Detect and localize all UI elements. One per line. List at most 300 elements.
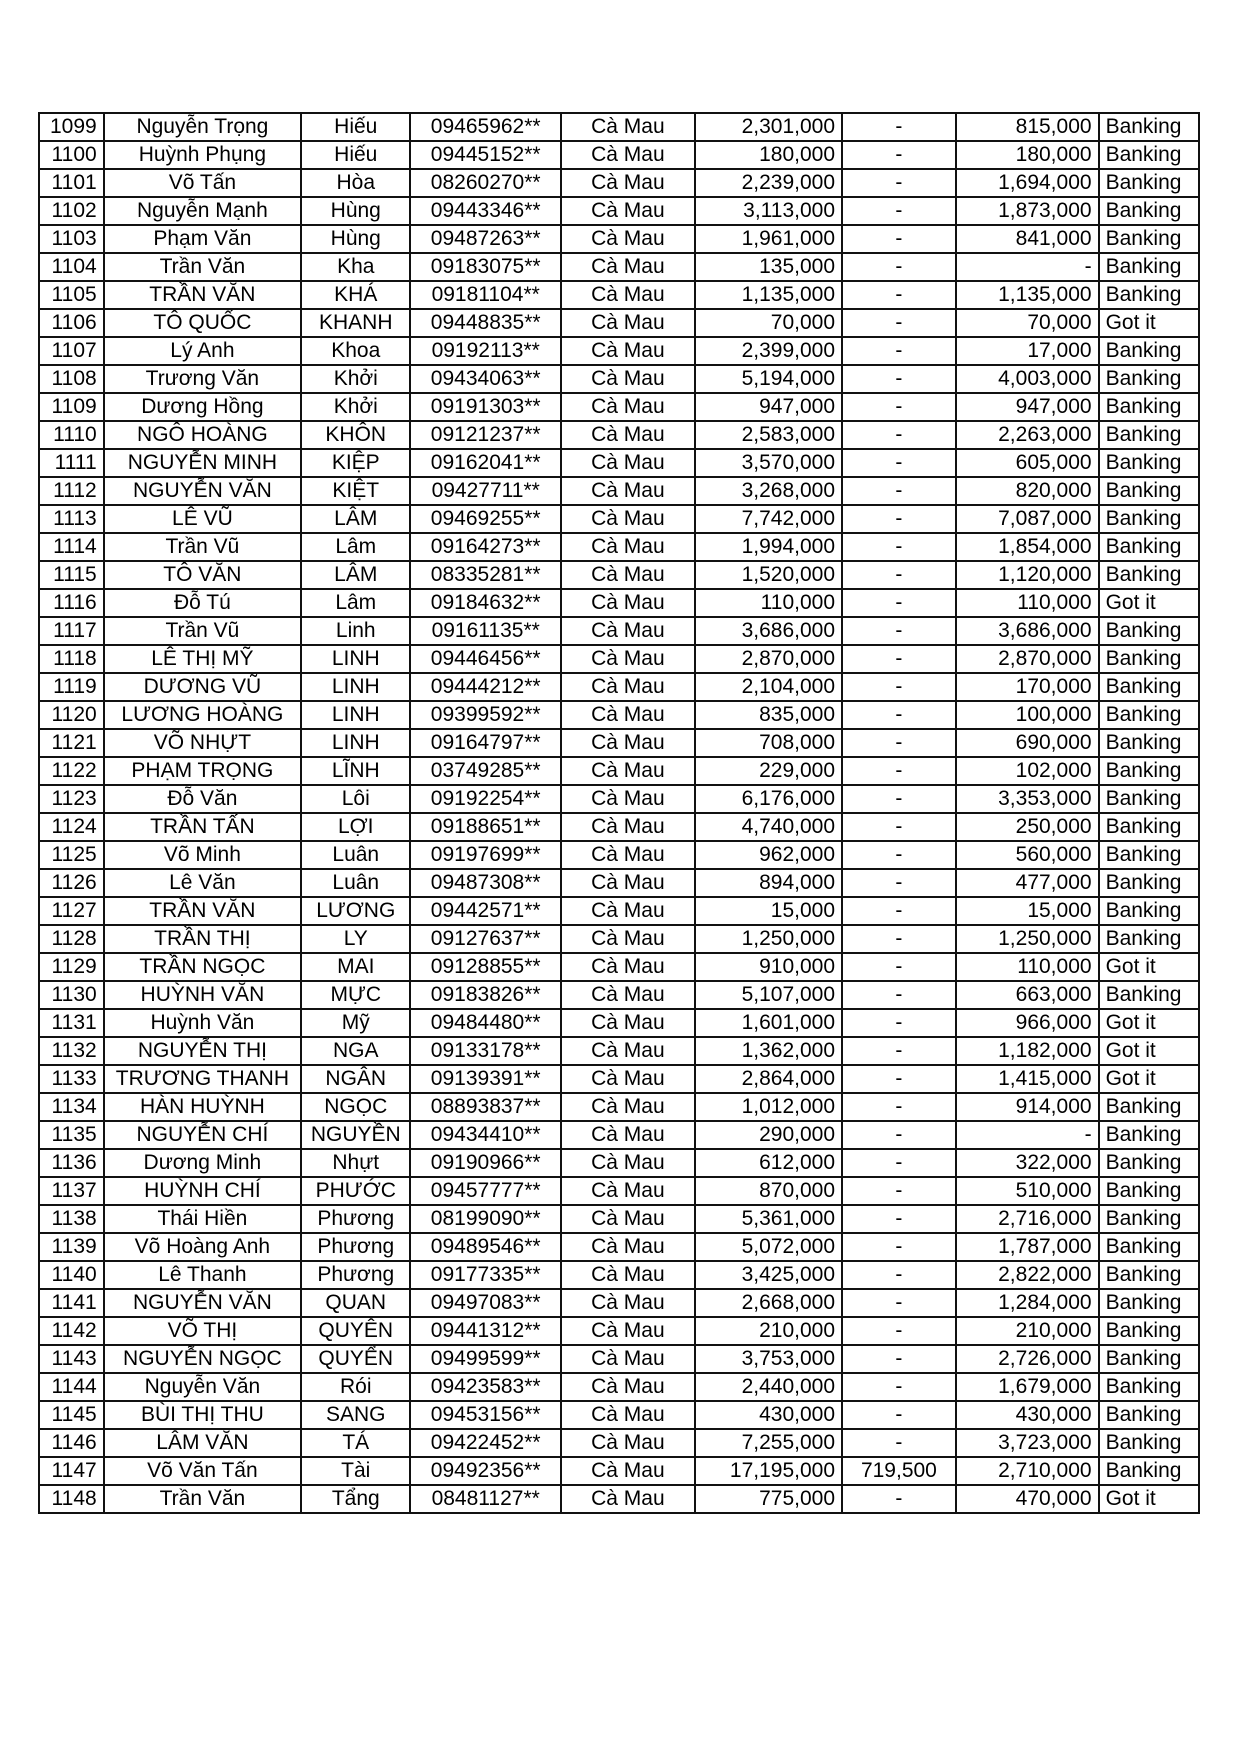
cell-row-number: 1131 — [39, 1009, 104, 1037]
cell-last-middle-name: TÔ QUỐC — [104, 309, 301, 337]
cell-last-middle-name: BÙI THỊ THU — [104, 1401, 301, 1429]
cell-first-name: TÁ — [301, 1429, 410, 1457]
table-row — [39, 561, 1199, 589]
cell-amount-extra: - — [842, 1093, 956, 1121]
cell-row-number: 1112 — [39, 477, 104, 505]
table-row — [39, 1065, 1199, 1093]
cell-first-name: LINH — [301, 673, 410, 701]
cell-province: Cà Mau — [561, 841, 695, 869]
cell-amount-paid: 2,870,000 — [956, 645, 1099, 673]
cell-first-name: Hiếu — [301, 141, 410, 169]
cell-amount-total: 2,440,000 — [695, 1373, 842, 1401]
cell-amount-total: 290,000 — [695, 1121, 842, 1149]
cell-province: Cà Mau — [561, 813, 695, 841]
cell-amount-total: 15,000 — [695, 897, 842, 925]
cell-last-middle-name: HÀN HUỲNH — [104, 1093, 301, 1121]
cell-row-number: 1124 — [39, 813, 104, 841]
cell-amount-paid: 2,726,000 — [956, 1345, 1099, 1373]
cell-amount-paid: 1,182,000 — [956, 1037, 1099, 1065]
cell-row-number: 1142 — [39, 1317, 104, 1345]
cell-last-middle-name: PHẠM TRỌNG — [104, 757, 301, 785]
cell-amount-total: 4,740,000 — [695, 813, 842, 841]
cell-payment-method: Banking — [1099, 841, 1199, 869]
cell-province: Cà Mau — [561, 1457, 695, 1485]
cell-amount-total: 2,104,000 — [695, 673, 842, 701]
table-row — [39, 1429, 1199, 1457]
cell-province: Cà Mau — [561, 1429, 695, 1457]
cell-amount-paid: 1,135,000 — [956, 281, 1099, 309]
cell-amount-total: 2,301,000 — [695, 113, 842, 141]
cell-province: Cà Mau — [561, 169, 695, 197]
cell-phone-number: 09139391** — [410, 1065, 561, 1093]
cell-first-name: Luân — [301, 841, 410, 869]
cell-amount-paid: 914,000 — [956, 1093, 1099, 1121]
cell-amount-extra: - — [842, 505, 956, 533]
cell-last-middle-name: NGÔ HOÀNG — [104, 421, 301, 449]
cell-amount-paid: 1,854,000 — [956, 533, 1099, 561]
cell-first-name: KHÔN — [301, 421, 410, 449]
table-row — [39, 1373, 1199, 1401]
cell-province: Cà Mau — [561, 1233, 695, 1261]
cell-payment-method: Banking — [1099, 729, 1199, 757]
cell-first-name: Phương — [301, 1205, 410, 1233]
cell-amount-paid: 477,000 — [956, 869, 1099, 897]
cell-first-name: Kha — [301, 253, 410, 281]
cell-payment-method: Banking — [1099, 505, 1199, 533]
cell-amount-total: 6,176,000 — [695, 785, 842, 813]
cell-amount-total: 612,000 — [695, 1149, 842, 1177]
cell-amount-paid: 1,679,000 — [956, 1373, 1099, 1401]
cell-amount-paid: 2,822,000 — [956, 1261, 1099, 1289]
cell-first-name: Rói — [301, 1373, 410, 1401]
table-row — [39, 113, 1199, 141]
cell-amount-total: 2,668,000 — [695, 1289, 842, 1317]
cell-last-middle-name: TRẦN VĂN — [104, 897, 301, 925]
cell-payment-method: Banking — [1099, 169, 1199, 197]
table-row — [39, 365, 1199, 393]
cell-payment-method: Banking — [1099, 1177, 1199, 1205]
cell-amount-paid: 966,000 — [956, 1009, 1099, 1037]
cell-amount-total: 2,399,000 — [695, 337, 842, 365]
cell-amount-paid: 250,000 — [956, 813, 1099, 841]
cell-amount-total: 870,000 — [695, 1177, 842, 1205]
cell-first-name: SANG — [301, 1401, 410, 1429]
table-row — [39, 1289, 1199, 1317]
cell-province: Cà Mau — [561, 1485, 695, 1513]
cell-amount-total: 430,000 — [695, 1401, 842, 1429]
cell-payment-method: Banking — [1099, 813, 1199, 841]
cell-payment-method: Banking — [1099, 981, 1199, 1009]
cell-first-name: Hiếu — [301, 113, 410, 141]
cell-first-name: NGỌC — [301, 1093, 410, 1121]
cell-payment-method: Banking — [1099, 197, 1199, 225]
cell-row-number: 1135 — [39, 1121, 104, 1149]
table-row — [39, 1261, 1199, 1289]
cell-province: Cà Mau — [561, 365, 695, 393]
cell-amount-extra: - — [842, 953, 956, 981]
cell-payment-method: Banking — [1099, 1457, 1199, 1485]
table-row — [39, 925, 1199, 953]
cell-first-name: LĨNH — [301, 757, 410, 785]
cell-phone-number: 09399592** — [410, 701, 561, 729]
cell-last-middle-name: Huỳnh Phụng — [104, 141, 301, 169]
cell-amount-paid: 4,003,000 — [956, 365, 1099, 393]
cell-amount-total: 70,000 — [695, 309, 842, 337]
cell-row-number: 1101 — [39, 169, 104, 197]
cell-last-middle-name: Thái Hiền — [104, 1205, 301, 1233]
cell-amount-paid: 15,000 — [956, 897, 1099, 925]
cell-amount-extra: - — [842, 197, 956, 225]
cell-row-number: 1117 — [39, 617, 104, 645]
cell-first-name: MAI — [301, 953, 410, 981]
cell-last-middle-name: Huỳnh Văn — [104, 1009, 301, 1037]
cell-amount-extra: - — [842, 1037, 956, 1065]
cell-amount-extra: - — [842, 449, 956, 477]
cell-amount-extra: - — [842, 1065, 956, 1093]
cell-amount-total: 135,000 — [695, 253, 842, 281]
cell-amount-extra: - — [842, 1345, 956, 1373]
cell-amount-total: 835,000 — [695, 701, 842, 729]
cell-province: Cà Mau — [561, 113, 695, 141]
cell-phone-number: 09427711** — [410, 477, 561, 505]
cell-province: Cà Mau — [561, 1149, 695, 1177]
cell-amount-paid: 815,000 — [956, 113, 1099, 141]
cell-province: Cà Mau — [561, 281, 695, 309]
cell-phone-number: 09444212** — [410, 673, 561, 701]
cell-amount-paid: 841,000 — [956, 225, 1099, 253]
table-row — [39, 1485, 1199, 1513]
cell-last-middle-name: Trần Vũ — [104, 533, 301, 561]
cell-row-number: 1109 — [39, 393, 104, 421]
cell-first-name: Lâm — [301, 589, 410, 617]
cell-phone-number: 09162041** — [410, 449, 561, 477]
cell-province: Cà Mau — [561, 673, 695, 701]
cell-phone-number: 09442571** — [410, 897, 561, 925]
cell-amount-total: 1,135,000 — [695, 281, 842, 309]
table-row — [39, 253, 1199, 281]
table-row — [39, 225, 1199, 253]
cell-phone-number: 09448835** — [410, 309, 561, 337]
cell-amount-paid: 820,000 — [956, 477, 1099, 505]
cell-amount-paid: 1,694,000 — [956, 169, 1099, 197]
cell-first-name: Lôi — [301, 785, 410, 813]
cell-phone-number: 09121237** — [410, 421, 561, 449]
cell-payment-method: Banking — [1099, 281, 1199, 309]
cell-province: Cà Mau — [561, 953, 695, 981]
cell-row-number: 1118 — [39, 645, 104, 673]
cell-payment-method: Banking — [1099, 701, 1199, 729]
cell-amount-total: 210,000 — [695, 1317, 842, 1345]
cell-first-name: LINH — [301, 701, 410, 729]
cell-province: Cà Mau — [561, 1373, 695, 1401]
cell-amount-paid: 180,000 — [956, 141, 1099, 169]
table-row — [39, 953, 1199, 981]
cell-first-name: Mỹ — [301, 1009, 410, 1037]
cell-row-number: 1099 — [39, 113, 104, 141]
cell-row-number: 1144 — [39, 1373, 104, 1401]
cell-last-middle-name: Đỗ Văn — [104, 785, 301, 813]
cell-last-middle-name: Lý Anh — [104, 337, 301, 365]
cell-amount-paid: 2,716,000 — [956, 1205, 1099, 1233]
cell-amount-total: 910,000 — [695, 953, 842, 981]
cell-payment-method: Banking — [1099, 617, 1199, 645]
cell-first-name: MỰC — [301, 981, 410, 1009]
cell-amount-extra: - — [842, 1205, 956, 1233]
cell-province: Cà Mau — [561, 393, 695, 421]
cell-first-name: QUYÊN — [301, 1317, 410, 1345]
cell-first-name: NGA — [301, 1037, 410, 1065]
cell-amount-extra: - — [842, 1149, 956, 1177]
cell-payment-method: Banking — [1099, 393, 1199, 421]
cell-row-number: 1130 — [39, 981, 104, 1009]
cell-amount-extra: - — [842, 421, 956, 449]
cell-last-middle-name: Trần Vũ — [104, 617, 301, 645]
cell-amount-extra: - — [842, 365, 956, 393]
cell-amount-total: 3,686,000 — [695, 617, 842, 645]
cell-amount-extra: - — [842, 1121, 956, 1149]
cell-payment-method: Banking — [1099, 1121, 1199, 1149]
cell-row-number: 1105 — [39, 281, 104, 309]
cell-row-number: 1113 — [39, 505, 104, 533]
cell-province: Cà Mau — [561, 225, 695, 253]
cell-amount-extra: - — [842, 645, 956, 673]
cell-payment-method: Banking — [1099, 1317, 1199, 1345]
table-row — [39, 1121, 1199, 1149]
cell-amount-total: 1,520,000 — [695, 561, 842, 589]
cell-row-number: 1123 — [39, 785, 104, 813]
cell-last-middle-name: Lê Văn — [104, 869, 301, 897]
cell-amount-paid: 3,353,000 — [956, 785, 1099, 813]
cell-amount-total: 5,072,000 — [695, 1233, 842, 1261]
cell-first-name: Tẩng — [301, 1485, 410, 1513]
cell-amount-total: 5,107,000 — [695, 981, 842, 1009]
cell-amount-total: 229,000 — [695, 757, 842, 785]
cell-phone-number: 09423583** — [410, 1373, 561, 1401]
cell-province: Cà Mau — [561, 785, 695, 813]
cell-amount-total: 708,000 — [695, 729, 842, 757]
cell-first-name: Khởi — [301, 393, 410, 421]
cell-row-number: 1138 — [39, 1205, 104, 1233]
cell-last-middle-name: Võ Tấn — [104, 169, 301, 197]
cell-province: Cà Mau — [561, 1205, 695, 1233]
cell-last-middle-name: Võ Hoàng Anh — [104, 1233, 301, 1261]
cell-amount-extra: - — [842, 561, 956, 589]
cell-payment-method: Got it — [1099, 589, 1199, 617]
table-row — [39, 281, 1199, 309]
cell-payment-method: Banking — [1099, 421, 1199, 449]
cell-payment-method: Banking — [1099, 449, 1199, 477]
cell-row-number: 1120 — [39, 701, 104, 729]
cell-payment-method: Banking — [1099, 757, 1199, 785]
cell-amount-extra: - — [842, 1009, 956, 1037]
cell-amount-total: 1,012,000 — [695, 1093, 842, 1121]
cell-payment-method: Got it — [1099, 953, 1199, 981]
cell-amount-total: 2,870,000 — [695, 645, 842, 673]
cell-province: Cà Mau — [561, 197, 695, 225]
cell-row-number: 1148 — [39, 1485, 104, 1513]
cell-amount-extra: 719,500 — [842, 1457, 956, 1485]
cell-payment-method: Banking — [1099, 1093, 1199, 1121]
cell-payment-method: Banking — [1099, 225, 1199, 253]
cell-row-number: 1129 — [39, 953, 104, 981]
cell-amount-extra: - — [842, 1177, 956, 1205]
cell-last-middle-name: LÊ THỊ MỸ — [104, 645, 301, 673]
cell-first-name: Linh — [301, 617, 410, 645]
cell-payment-method: Banking — [1099, 785, 1199, 813]
cell-row-number: 1143 — [39, 1345, 104, 1373]
cell-amount-extra: - — [842, 169, 956, 197]
cell-phone-number: 08199090** — [410, 1205, 561, 1233]
cell-phone-number: 09499599** — [410, 1345, 561, 1373]
cell-phone-number: 09487263** — [410, 225, 561, 253]
cell-first-name: Tài — [301, 1457, 410, 1485]
cell-row-number: 1146 — [39, 1429, 104, 1457]
cell-amount-paid: 110,000 — [956, 589, 1099, 617]
cell-province: Cà Mau — [561, 981, 695, 1009]
cell-province: Cà Mau — [561, 561, 695, 589]
cell-first-name: LƯƠNG — [301, 897, 410, 925]
cell-province: Cà Mau — [561, 869, 695, 897]
cell-last-middle-name: Võ Văn Tấn — [104, 1457, 301, 1485]
cell-province: Cà Mau — [561, 1009, 695, 1037]
cell-phone-number: 09161135** — [410, 617, 561, 645]
cell-first-name: KIỆT — [301, 477, 410, 505]
table-row — [39, 785, 1199, 813]
cell-amount-extra: - — [842, 813, 956, 841]
cell-amount-paid: 430,000 — [956, 1401, 1099, 1429]
table-row — [39, 169, 1199, 197]
cell-amount-extra: - — [842, 253, 956, 281]
cell-amount-paid: 605,000 — [956, 449, 1099, 477]
cell-first-name: LINH — [301, 729, 410, 757]
table-row — [39, 841, 1199, 869]
cell-payment-method: Banking — [1099, 1373, 1199, 1401]
cell-amount-extra: - — [842, 1233, 956, 1261]
cell-amount-paid: 2,710,000 — [956, 1457, 1099, 1485]
table-row — [39, 533, 1199, 561]
table-row — [39, 1093, 1199, 1121]
cell-amount-total: 5,194,000 — [695, 365, 842, 393]
cell-payment-method: Banking — [1099, 869, 1199, 897]
cell-phone-number: 09487308** — [410, 869, 561, 897]
cell-amount-paid: 2,263,000 — [956, 421, 1099, 449]
cell-payment-method: Got it — [1099, 1065, 1199, 1093]
cell-first-name: Phương — [301, 1233, 410, 1261]
cell-amount-paid: 322,000 — [956, 1149, 1099, 1177]
cell-amount-total: 2,583,000 — [695, 421, 842, 449]
cell-amount-extra: - — [842, 1261, 956, 1289]
cell-phone-number: 08335281** — [410, 561, 561, 589]
cell-first-name: LỢI — [301, 813, 410, 841]
cell-phone-number: 09489546** — [410, 1233, 561, 1261]
cell-last-middle-name: TRẦN NGỌC — [104, 953, 301, 981]
cell-amount-total: 3,753,000 — [695, 1345, 842, 1373]
cell-province: Cà Mau — [561, 757, 695, 785]
cell-amount-paid: 1,415,000 — [956, 1065, 1099, 1093]
cell-first-name: QUYỂN — [301, 1345, 410, 1373]
cell-amount-paid: 663,000 — [956, 981, 1099, 1009]
cell-row-number: 1119 — [39, 673, 104, 701]
cell-phone-number: 09183826** — [410, 981, 561, 1009]
table-row — [39, 1037, 1199, 1065]
cell-row-number: 1136 — [39, 1149, 104, 1177]
cell-amount-paid: 210,000 — [956, 1317, 1099, 1345]
cell-row-number: 1133 — [39, 1065, 104, 1093]
cell-amount-paid: 170,000 — [956, 673, 1099, 701]
cell-amount-extra: - — [842, 393, 956, 421]
cell-payment-method: Banking — [1099, 561, 1199, 589]
cell-payment-method: Got it — [1099, 1009, 1199, 1037]
cell-row-number: 1127 — [39, 897, 104, 925]
cell-row-number: 1122 — [39, 757, 104, 785]
cell-first-name: LÂM — [301, 505, 410, 533]
cell-amount-extra: - — [842, 533, 956, 561]
table-row — [39, 813, 1199, 841]
cell-phone-number: 09184632** — [410, 589, 561, 617]
cell-phone-number: 09484480** — [410, 1009, 561, 1037]
cell-payment-method: Banking — [1099, 897, 1199, 925]
cell-province: Cà Mau — [561, 1093, 695, 1121]
cell-amount-total: 1,994,000 — [695, 533, 842, 561]
cell-row-number: 1140 — [39, 1261, 104, 1289]
cell-amount-extra: - — [842, 1317, 956, 1345]
cell-province: Cà Mau — [561, 1121, 695, 1149]
cell-last-middle-name: LÊ VŨ — [104, 505, 301, 533]
cell-amount-paid: - — [956, 1121, 1099, 1149]
cell-amount-total: 180,000 — [695, 141, 842, 169]
cell-amount-total: 1,961,000 — [695, 225, 842, 253]
cell-amount-extra: - — [842, 1289, 956, 1317]
cell-province: Cà Mau — [561, 533, 695, 561]
cell-amount-extra: - — [842, 337, 956, 365]
cell-amount-paid: 1,120,000 — [956, 561, 1099, 589]
cell-province: Cà Mau — [561, 1345, 695, 1373]
cell-amount-total: 2,864,000 — [695, 1065, 842, 1093]
cell-phone-number: 09128855** — [410, 953, 561, 981]
cell-first-name: QUAN — [301, 1289, 410, 1317]
cell-amount-extra: - — [842, 225, 956, 253]
cell-amount-paid: 17,000 — [956, 337, 1099, 365]
table-row — [39, 505, 1199, 533]
cell-payment-method: Banking — [1099, 645, 1199, 673]
cell-phone-number: 09183075** — [410, 253, 561, 281]
cell-payment-method: Banking — [1099, 1401, 1199, 1429]
cell-first-name: Lâm — [301, 533, 410, 561]
cell-phone-number: 08260270** — [410, 169, 561, 197]
cell-first-name: KHANH — [301, 309, 410, 337]
cell-first-name: LINH — [301, 645, 410, 673]
cell-last-middle-name: LƯƠNG HOÀNG — [104, 701, 301, 729]
cell-amount-extra: - — [842, 141, 956, 169]
cell-first-name: Khoa — [301, 337, 410, 365]
cell-last-middle-name: VÕ NHỰT — [104, 729, 301, 757]
table-row — [39, 645, 1199, 673]
cell-phone-number: 09192113** — [410, 337, 561, 365]
cell-phone-number: 09164797** — [410, 729, 561, 757]
cell-first-name: Hùng — [301, 197, 410, 225]
cell-amount-total: 3,113,000 — [695, 197, 842, 225]
table-row — [39, 337, 1199, 365]
cell-province: Cà Mau — [561, 897, 695, 925]
cell-amount-paid: 1,787,000 — [956, 1233, 1099, 1261]
cell-phone-number: 09457777** — [410, 1177, 561, 1205]
cell-province: Cà Mau — [561, 1261, 695, 1289]
cell-payment-method: Banking — [1099, 673, 1199, 701]
cell-province: Cà Mau — [561, 141, 695, 169]
cell-phone-number: 09422452** — [410, 1429, 561, 1457]
cell-amount-extra: - — [842, 477, 956, 505]
cell-row-number: 1116 — [39, 589, 104, 617]
